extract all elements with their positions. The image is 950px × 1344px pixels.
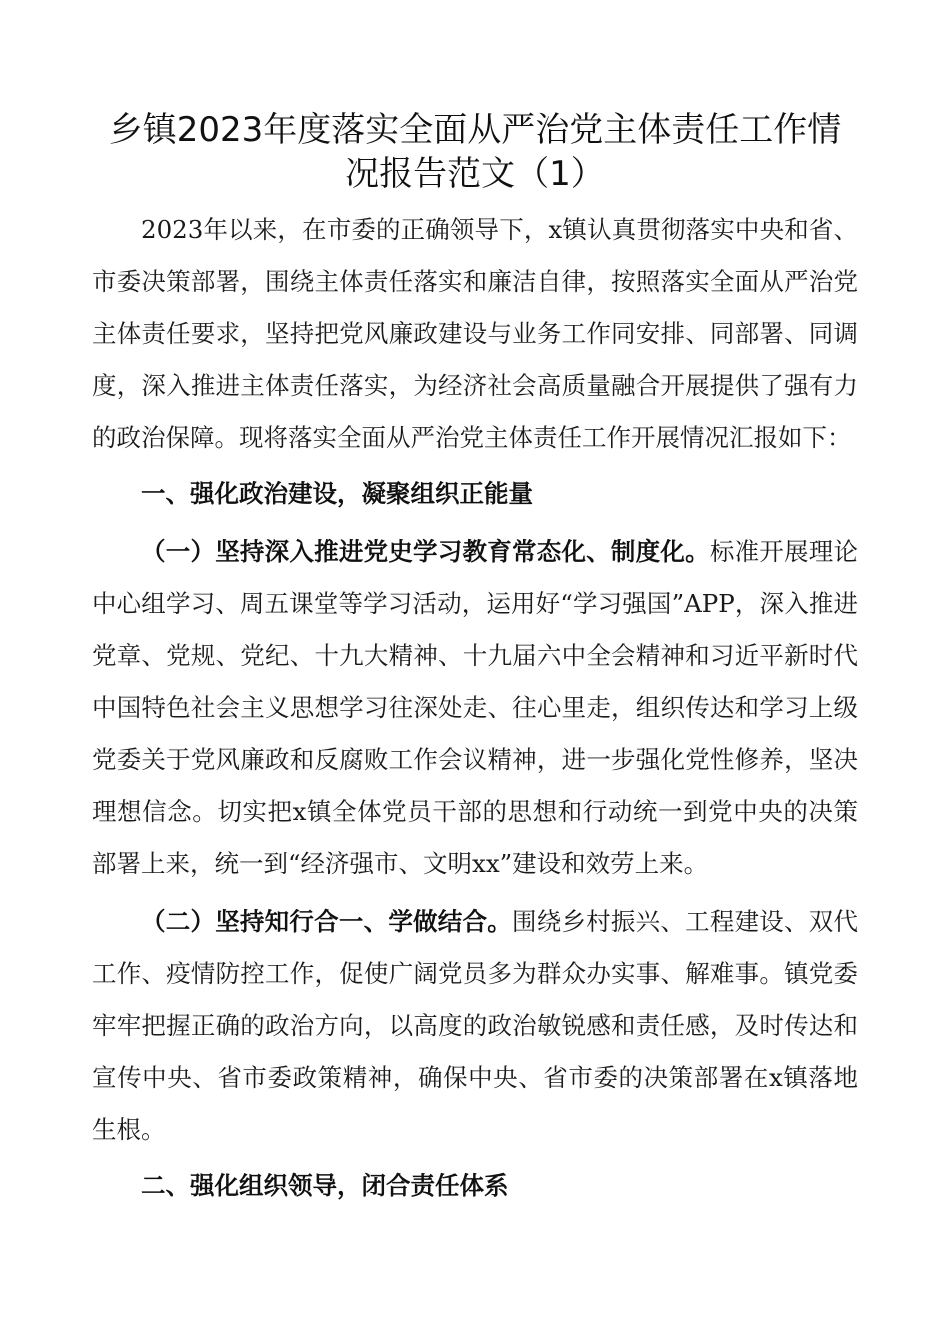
section-1-item-2-paragraph [92, 896, 858, 1156]
section-1-item-1-lead: （一）坚持深入推进党史学习教育常态化、制度化。 [141, 537, 710, 566]
section-1-item-1-paragraph [92, 526, 858, 890]
section-2-heading: 二、强化组织领导，闭合责任体系 [141, 1171, 509, 1200]
document-title: 乡镇2023年度落实全面从严治党主体责任工作情况报告范文（1） [108, 110, 842, 194]
section-1-item-2-text: 围绕乡村振兴、工程建设、双代工作、疫情防控工作，促使广阔党员多为群众办实事、解难事。镇党委牢牢把握正确的政治方向，以高度的政治敏锐感和责任感，及时传达和宣传中央、省市委政策精神，确保中央、省市委的决策部署在x镇落地生根。 [92, 907, 859, 1144]
intro-paragraph: 2023年以来，在市委的正确领导下，x镇认真贯彻落实中央和省、市委决策部署，围绕主体责任落实和廉洁自律，按照落实全面从严治党主体责任要求，坚持把党风廉政建设与业务工作同安排、同部署、同调度，深入推进主体责任落实，为经济社会高质量融合开展提供了强有力的政治保障。现将落实全面从严治党主体责任工作开展情况汇报如下： [92, 215, 858, 452]
section-1-heading: 一、强化政治建设，凝聚组织正能量 [141, 479, 533, 508]
section-1-item-1-text: 标准开展理论中心组学习、周五课堂等学习活动，运用好“学习强国”APP，深入推进党章、党规、党纪、十九大精神、十九届六中全会精神和习近平新时代中国特色社会主义思想学习往深处走、往心里走，组织传达和学习上级党委关于党风廉政和反腐败工作会议精神，进一步强化党性修养，坚决理想信念。切实把x镇全体党员干部的思想和行动统一到党中央的决策部署上来，统一到“经济强市、文明xx”建设和效劳上来。 [92, 537, 859, 878]
section-1-item-2-lead: （二）坚持知行合一、学做结合。 [141, 907, 512, 936]
